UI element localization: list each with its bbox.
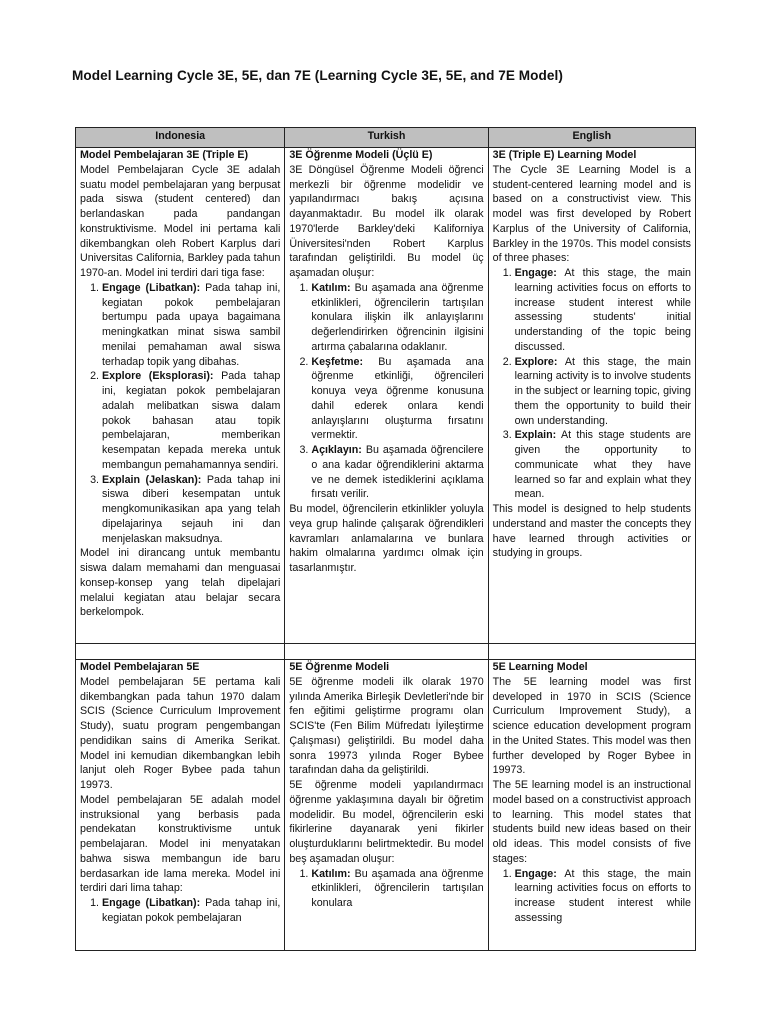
cell-3e-indonesia	[76, 148, 285, 644]
list-item	[311, 355, 483, 444]
header-english: English	[488, 128, 695, 148]
phase-term: Engage (Libatkan):	[102, 281, 201, 294]
list-item	[102, 896, 280, 926]
phase-text: Pada tahap ini, kegiatan pokok pembelajaran adalah melibatkan siswa dalam pokok bahasan atau topik pembelajaran, memberikan kesempatan kepada mereka untuk membangun pemahamannya sendiri.	[102, 370, 281, 471]
phase-text: Bu aşamada ana öğrenme etkinlikleri, öğrencilerin tartışılan konulara ilişkin ilk anlayışlarını değerlendirirken öğrencinin ilgisini artırma çabalarına odaklanır.	[311, 281, 484, 353]
comparison-table	[75, 127, 696, 951]
list-item	[311, 281, 483, 355]
phase-term: Engage:	[514, 867, 557, 880]
page-title: Model Learning Cycle 3E, 5E, dan 7E (Learning Cycle 3E, 5E, and 7E Model)	[72, 68, 563, 83]
section-title: 5E Learning Model	[492, 661, 588, 673]
phase-term: Engage:	[514, 267, 557, 279]
phase-list	[289, 281, 483, 502]
empty-cell	[488, 644, 695, 660]
paragraph: 5E öğrenme modeli ilk olarak 1970 yılında Amerika Birleşik Devletleri'nde bir fen eğitimi geliştirme programı olan SCIS'te (Fen Bilim Müfredatı İyileştirme Çalışması) geliştirildi. Bu model daha sonra 19973 yılında Roger Bybee tarafından daha da geliştirildi.	[289, 675, 484, 777]
phase-term: Explain:	[514, 429, 557, 442]
phase-term: Açıklayın:	[311, 444, 362, 456]
phase-term: Explore:	[514, 355, 558, 368]
list-item	[311, 867, 483, 911]
paragraph: Model ini dirancang untuk membantu siswa dalam memahami dan menguasai konsep-konsep yang telah dipelajari melalui kegiatan atau belajar secara berkelompok.	[80, 547, 281, 619]
phase-text: At this stage students are given the opportunity to communicate what they have learned so far and explain what they mean.	[514, 429, 691, 501]
phase-term: Katılım:	[311, 281, 351, 294]
phase-term: Katılım:	[311, 867, 351, 880]
cell-5e-indonesia	[76, 660, 285, 951]
cell-3e-english	[488, 148, 695, 644]
empty-cell	[76, 644, 285, 660]
section-title: Model Pembelajaran 3E (Triple E)	[80, 149, 249, 161]
list-item	[311, 443, 483, 502]
paragraph: The Cycle 3E Learning Model is a student-centered learning model and is based on a constructivist view. This model was first developed by Robert Karplus of the University of California, Barkley in the 1970s. This model consists of three phases:	[492, 163, 691, 265]
cell-5e-english	[488, 660, 695, 951]
phase-list	[80, 896, 280, 926]
phase-term: Keşfetme:	[311, 355, 364, 368]
phase-list	[80, 281, 280, 547]
header-turkish: Turkish	[285, 128, 488, 148]
section-title: 3E Öğrenme Modeli (Üçlü E)	[289, 149, 433, 161]
list-item	[102, 473, 280, 547]
phase-list	[493, 867, 691, 926]
phase-text: Bu aşamada öğrencilere o ana kadar öğrendiklerini aktarma ve ne demek istediklerini açıklama fırsatı verilir.	[311, 444, 484, 501]
phase-text: Bu aşamada ana öğrenme etkinliği, öğrencileri konuya veya öğrenme konusuna dahil ederek onlara kendi anlayışlarını oluşturma fırsatını vermektir.	[311, 355, 484, 442]
cell-5e-turkish	[285, 660, 488, 951]
list-item	[515, 867, 691, 926]
paragraph: 5E öğrenme modeli yapılandırmacı öğrenme yaklaşımına dayalı bir öğretim modelidir. Bu model, öğrencilerin eski fikirlerine dayanarak yeni fikirler oluşturduklarını belirtmektedir. Bu model beş aşamadan oluşur:	[289, 779, 484, 865]
section-title: 5E Öğrenme Modeli	[289, 661, 390, 673]
phase-text: Bu aşamada ana öğrenme etkinlikleri, öğrencilerin tartışılan konulara	[311, 867, 484, 909]
table-row-3e	[76, 148, 696, 644]
paragraph: Model pembelajaran 5E pertama kali dikembangkan pada tahun 1970 dalam SCIS (Science Curriculum Improvement Study), suatu program pengembangan pendidikan sains di Amerika Serikat. Model ini kemudian dikembangkan lebih lanjut oleh Roger Bybee pada tahun 19973.	[80, 675, 281, 791]
phase-text: Pada tahap ini, kegiatan pokok pembelajaran	[102, 897, 281, 924]
phase-list	[493, 266, 691, 502]
section-title: Model Pembelajaran 5E	[80, 661, 200, 673]
paragraph: Bu model, öğrencilerin etkinlikler yoluyla veya grup halinde çalışarak öğrendikleri kavramları anlamalarına ve bunlara hakim olmalarına yardımcı olmak için tasarlanmıştır.	[289, 503, 484, 574]
list-item	[102, 281, 280, 370]
table-row-5e	[76, 660, 696, 951]
list-item	[515, 428, 691, 502]
paragraph: The 5E learning model was first developed in 1970 in SCIS (Science Curriculum Improvement Study), a science education development program in the United States. This model was then further developed by Roger Bybee in 19973.	[492, 675, 691, 777]
header-row	[76, 128, 696, 148]
phase-text: Pada tahap ini, kegiatan pokok pembelajaran bertumpu pada upaya bagaimana meningkatkan minat siswa sambil menilai pemahaman awal siswa terhadap topik yang dibahas.	[102, 281, 281, 368]
paragraph: Model Pembelajaran Cycle 3E adalah suatu model pembelajaran yang berpusat pada siswa (student centered) dan berlandaskan pada pandangan konstruktivisme. Model ini pertama kali dikembangkan oleh Robert Karplus dari Universitas California, Barkley pada tahun 1970-an. Model ini terdiri dari tiga fase:	[80, 163, 281, 279]
phase-text: At this stage, the main learning activities focus on efforts to increase student interest while assessing students' initial understanding of the topic being discussed.	[514, 267, 691, 353]
phase-term: Engage (Libatkan):	[102, 897, 201, 909]
phase-text: At this stage, the main learning activities focus on efforts to increase student interest while assessing	[514, 867, 691, 924]
list-item	[515, 355, 691, 429]
list-item	[515, 266, 691, 355]
spacer-row	[76, 644, 696, 660]
phase-list	[289, 867, 483, 911]
section-title: 3E (Triple E) Learning Model	[492, 149, 637, 161]
paragraph: Model pembelajaran 5E adalah model instruksional yang berbasis pada pendekatan konstruktivisme untuk pembelajaran. Model ini menyatakan bahwa siswa membangun ide baru berdasarkan ide lama mereka. Model ini terdiri dari lima tahap:	[80, 793, 281, 895]
list-item	[102, 369, 280, 472]
empty-cell	[285, 644, 488, 660]
paragraph: The 5E learning model is an instructional model based on a constructivist approach to learning. This model states that students build new ideas based on their old ideas. This model consists of five stages:	[492, 779, 691, 865]
paragraph: This model is designed to help students understand and master the concepts they have learned through activities or studying in groups.	[492, 503, 691, 560]
cell-3e-turkish	[285, 148, 488, 644]
phase-text: Pada tahap ini siswa diberi kesempatan untuk mengkomunikasikan apa yang telah dipelajarinya sejauh ini dan menjelaskan maksudnya.	[102, 473, 281, 545]
header-indonesia: Indonesia	[76, 128, 285, 148]
phase-term: Explore (Eksplorasi):	[102, 370, 214, 383]
phase-text: At this stage, the main learning activity is to involve students in the subject or learning topic, giving them the opportunity to build their own understanding.	[514, 355, 691, 427]
paragraph: 3E Döngüsel Öğrenme Modeli öğrenci merkezli bir öğrenme modelidir ve yapılandırmacı bakış açısına dayanmaktadır. Bu model ilk olarak 1970'lerde Barkley'deki Kaliforniya Üniversitesi'nden Robert Karplus tarafından geliştirildi. Bu model üç aşamadan oluşur:	[289, 163, 484, 279]
phase-term: Explain (Jelaskan):	[102, 473, 202, 486]
